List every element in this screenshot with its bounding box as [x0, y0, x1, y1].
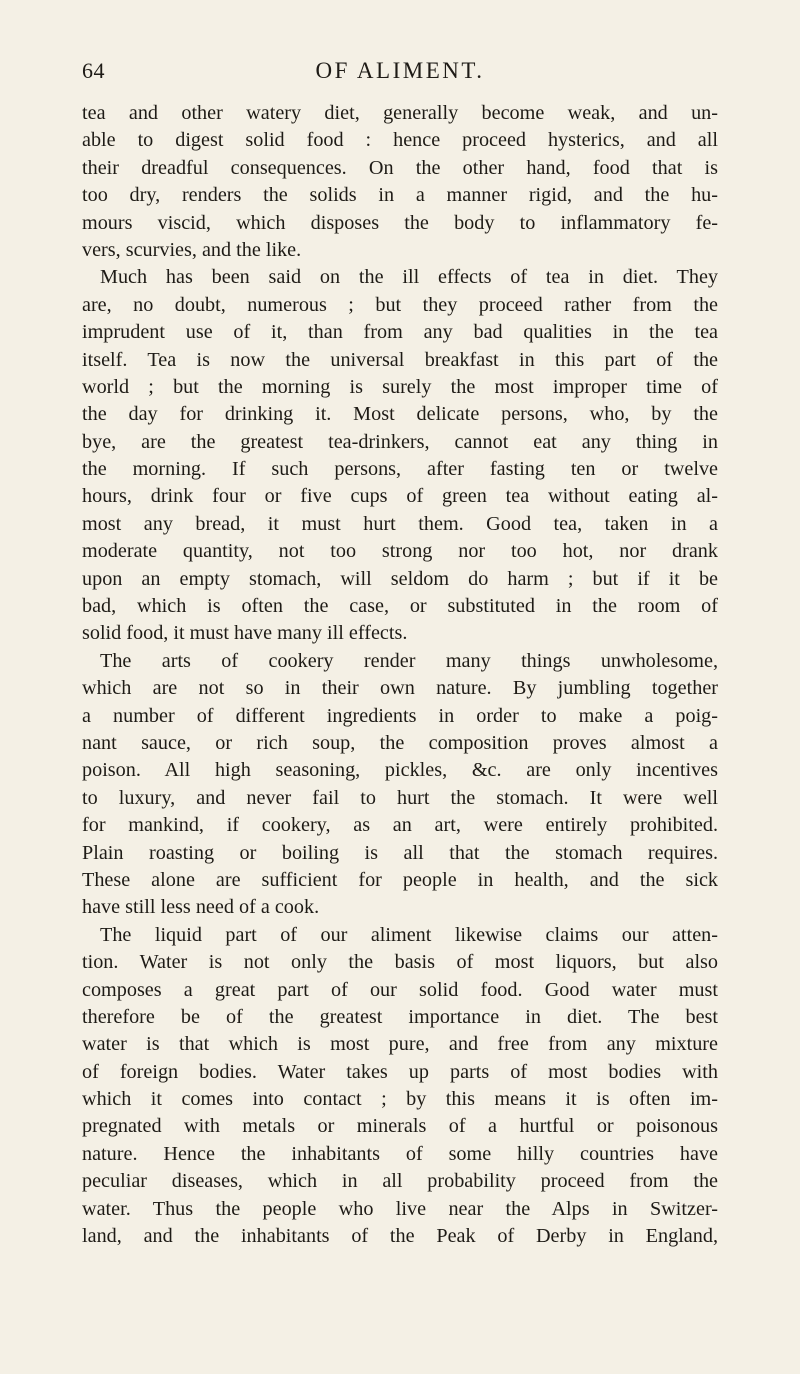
text-line: which are not so in their own nature. By jumbling together: [82, 677, 718, 700]
running-head: OF ALIMENT.: [315, 58, 485, 83]
text-line: peculiar diseases, which in all probability proceed from the: [82, 1170, 718, 1193]
text-line: too dry, renders the solids in a manner rigid, and the hu-: [82, 184, 718, 207]
text-line: their dreadful consequences. On the other hand, food that is: [82, 156, 718, 179]
text-line: moderate quantity, not too strong nor too hot, nor drank: [82, 540, 718, 563]
text-line: the day for drinking it. Most delicate persons, who, by the: [82, 403, 718, 426]
text-line: able to digest solid food : hence proceed hysterics, and all: [82, 129, 718, 152]
paragraph: [82, 648, 718, 922]
text-line: water is that which is most pure, and free from any mixture: [82, 1033, 718, 1056]
page-number: 64: [82, 58, 105, 83]
text-line: for mankind, if cookery, as an art, were entirely prohibited.: [82, 814, 718, 837]
text-line: solid food, it must have many ill effects.: [82, 622, 408, 645]
text-line: nant sauce, or rich soup, the composition proves almost a: [82, 731, 718, 754]
text-line: Much has been said on the ill effects of tea in diet. They: [100, 266, 718, 289]
text-line: composes a great part of our solid food. Good water must: [82, 978, 718, 1001]
text-line: a number of different ingredients in order to make a poig-: [82, 704, 718, 727]
text-line: The arts of cookery render many things unwholesome,: [100, 649, 718, 672]
text-line: tion. Water is not only the basis of most liquors, but also: [82, 951, 718, 974]
text-line: The liquid part of our aliment likewise claims our atten-: [100, 923, 718, 946]
text-line: the morning. If such persons, after fasting ten or twelve: [82, 458, 718, 481]
text-line: water. Thus the people who live near the Alps in Switzer-: [82, 1197, 718, 1220]
text-line: therefore be of the greatest importance in diet. The best: [82, 1005, 718, 1028]
text-line: of foreign bodies. Water takes up parts of most bodies with: [82, 1060, 718, 1083]
text-line: world ; but the morning is surely the most improper time of: [82, 375, 718, 398]
text-line: pregnated with metals or minerals of a hurtful or poisonous: [82, 1115, 718, 1138]
text-line: tea and other watery diet, generally become weak, and un-: [82, 102, 718, 124]
page-header: [82, 58, 718, 86]
text-line: have still less need of a cook.: [82, 896, 320, 919]
text-line: Plain roasting or boiling is all that the stomach requires.: [82, 841, 718, 864]
text-line: nature. Hence the inhabitants of some hilly countries have: [82, 1142, 718, 1165]
text-line: land, and the inhabitants of the Peak of Derby in England,: [82, 1225, 718, 1248]
text-line: mours viscid, which disposes the body to inflammatory fe-: [82, 211, 718, 234]
text-line: vers, scurvies, and the like.: [82, 238, 302, 261]
paragraph: [82, 264, 718, 647]
text-line: upon an empty stomach, will seldom do harm ; but if it be: [82, 567, 718, 590]
text-line: hours, drink four or five cups of green tea without eating al-: [82, 485, 718, 508]
text-line: which it comes into contact ; by this means it is often im-: [82, 1088, 718, 1111]
text-line: These alone are sufficient for people in health, and the sick: [82, 868, 718, 891]
text-line: most any bread, it must hurt them. Good tea, taken in a: [82, 512, 718, 535]
paragraph: [82, 100, 718, 264]
text-line: to luxury, and never fail to hurt the stomach. It were well: [82, 786, 718, 809]
text-line: poison. All high seasoning, pickles, &c. are only incentives: [82, 759, 718, 782]
text-line: bad, which is often the case, or substituted in the room of: [82, 595, 718, 618]
text-line: imprudent use of it, than from any bad qualities in the tea: [82, 321, 718, 344]
text-line: itself. Tea is now the universal breakfast in this part of the: [82, 348, 718, 371]
paragraph: [82, 922, 718, 1251]
text-line: bye, are the greatest tea-drinkers, cannot eat any thing in: [82, 430, 718, 453]
body-text: [82, 100, 718, 1250]
text-line: are, no doubt, numerous ; but they proceed rather from the: [82, 293, 718, 316]
